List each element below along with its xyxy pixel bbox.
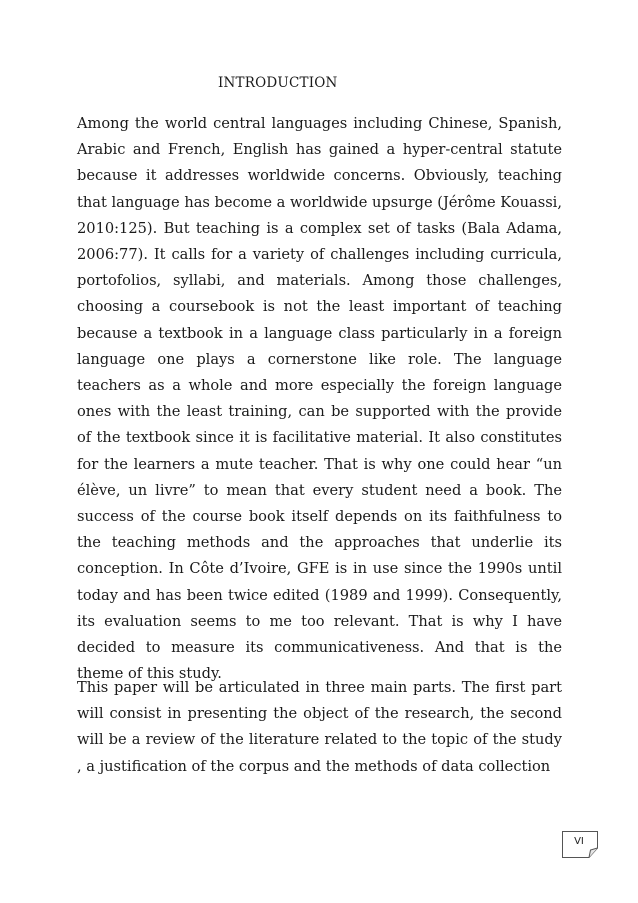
paragraph-outline: This paper will be articulated in three main parts. The first part will consist in presenting the object of the research, the second will be a review of the literature related to the topic of the study , a justification of the corpus and the methods of data collection [77, 679, 562, 775]
section-heading: INTRODUCTION [218, 75, 338, 91]
page-number: VI [574, 836, 584, 847]
paragraph-introduction: Among the world central languages including Chinese, Spanish, Arabic and French, English has gained a hyper-central statute because it addresses worldwide concerns. Obviously, teaching that language has become a worldwide upsurge (Jérôme Kouassi, 2010:125). But teaching is a complex set of tasks (Bala Adama, 2006:77). It calls for a variety of challenges including curricula, portofolios, syllabi, and materials. Among those challenges, choosing a coursebook is not the least important of teaching because a textbook in a language class particularly in a foreign language one plays a cornerstone like role. The language teachers as a whole and more especially the foreign language ones with the least training, can be supported with the provide of the textbook since it is facilitative material. It also constitutes for the learners a mute teacher. That is why one could hear “un élève, un livre” to mean that every student need a book. The success of the course book itself depends on its faithfulness to the teaching methods and the approaches that underlie its conception. In Côte d’Ivoire, GFE is in use since the 1990s until today and has been twice edited (1989 and 1999). Consequently, its evaluation seems to me too relevant. That is why I have decided to measure its communicativeness. And that is the theme of this study. [77, 115, 562, 683]
page-number-badge [562, 831, 599, 858]
